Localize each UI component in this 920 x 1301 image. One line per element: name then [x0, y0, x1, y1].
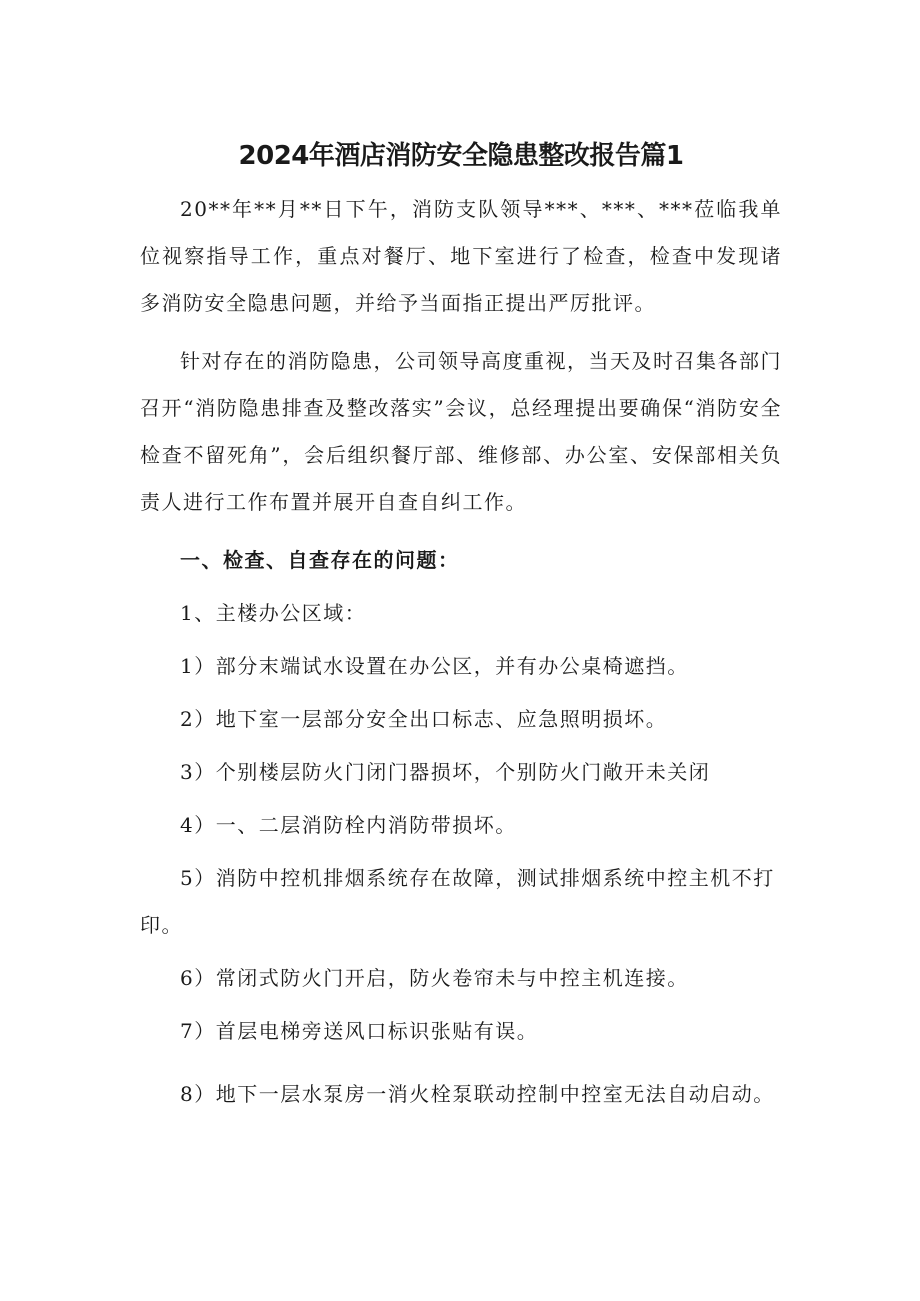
issue-item: 5）消防中控机排烟系统存在故障，测试排烟系统中控主机不打印。 [140, 866, 775, 937]
document-title: 2024年酒店消防安全隐患整改报告篇1 [238, 141, 684, 171]
issue-item: 7）首层电梯旁送风口标识张贴有误。 [180, 1019, 539, 1043]
subsection-heading: 1、主楼办公区域： [180, 601, 367, 625]
issue-item: 1）部分末端试水设置在办公区，并有办公桌椅遮挡。 [180, 654, 689, 678]
document-page [140, 130, 782, 1124]
issue-item: 8）地下一层水泵房一消火栓泵联动控制中控室无法自动启动。 [180, 1082, 775, 1106]
issue-item: 6）常闭式防火门开启，防火卷帘未与中控主机连接。 [180, 966, 689, 990]
response-paragraph: 针对存在的消防隐患，公司领导高度重视，当天及时召集各部门召开“消防隐患排查及整改落实”会议，总经理提出要确保“消防安全检查不留死角”，会后组织餐厅部、维修部、办公室、安保部相关负责人进行工作布置并展开自查自纠工作。 [140, 349, 782, 514]
issue-item: 3）个别楼层防火门闭门器损坏，个别防火门敞开未关闭 [180, 760, 711, 784]
intro-paragraph: 20**年**月**日下午，消防支队领导***、***、***莅临我单位视察指导工作，重点对餐厅、地下室进行了检查，检查中发现诸多消防安全隐患问题，并给予当面指正提出严厉批评。 [140, 197, 782, 315]
issue-item: 2）地下室一层部分安全出口标志、应急照明损坏。 [180, 707, 668, 731]
section-heading: 一、检查、自查存在的问题： [180, 548, 460, 572]
issue-item: 4）一、二层消防栓内消防带损坏。 [180, 813, 517, 837]
